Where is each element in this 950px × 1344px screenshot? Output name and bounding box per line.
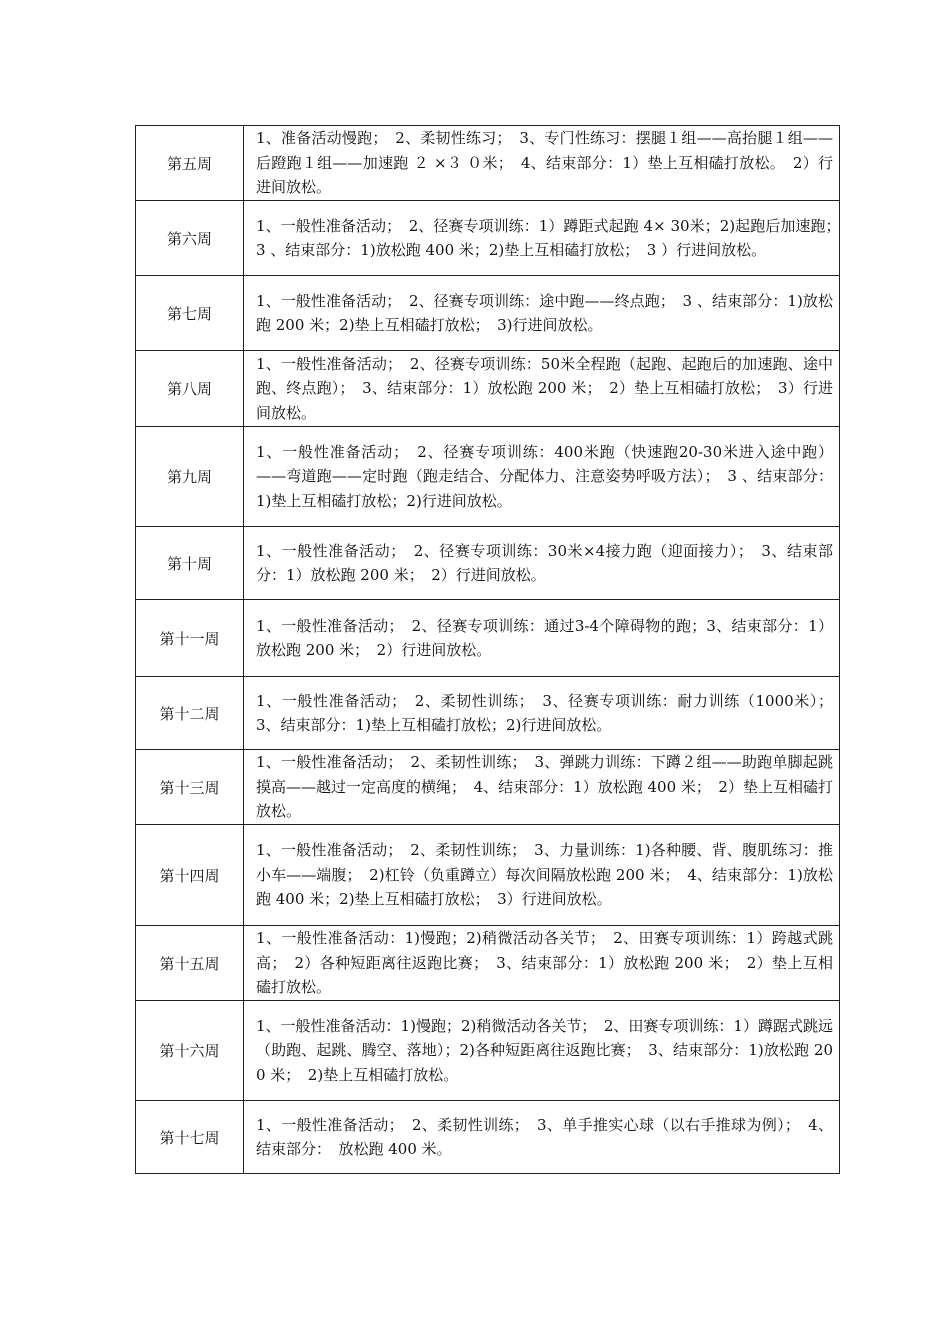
table-row [136,527,840,600]
week-content: 1、一般性准备活动； 2、径赛专项训练：1）蹲距式起跑 4× 30米；2)起跑后加速跑； 3 、结束部分：1)放松跑 400 米；2)垫上互相磕打放松； 3 ）行进间放松。 [244,201,840,276]
week-content: 1、一般性准备活动； 2、柔韧性训练； 3、径赛专项训练：耐力训练（1000米）；3、结束部分：1)垫上互相磕打放松；2)行进间放松。 [244,677,840,750]
week-label: 第八周 [136,351,244,427]
table-row [136,677,840,750]
week-content: 1、一般性准备活动； 2、径赛专项训练：途中跑——终点跑； 3 、结束部分：1)放松跑 200 米；2)垫上互相磕打放松； 3)行进间放松。 [244,276,840,351]
table-row [136,926,840,1001]
table-row [136,427,840,527]
week-label: 第七周 [136,276,244,351]
week-content: 1、一般性准备活动：1)慢跑；2)稍微活动各关节； 2、田赛专项训练：1）蹲踞式跳远（助跑、起跳、腾空、落地）；2)各种短距离往返跑比赛； 3、结束部分：1)放松跑 200 米； 2)垫上互相磕打放松。 [244,1001,840,1101]
table-row [136,276,840,351]
week-label: 第十三周 [136,750,244,825]
table-row [136,825,840,926]
week-label: 第十二周 [136,677,244,750]
week-content: 1、一般性准备活动； 2、径赛专项训练：400米跑（快速跑20-30米进入途中跑）——弯道跑——定时跑（跑走结合、分配体力、注意姿势呼吸方法）； 3 、结束部分：1)垫上互相磕打放松；2)行进间放松。 [244,427,840,527]
week-label: 第六周 [136,201,244,276]
week-label: 第十四周 [136,825,244,926]
table-row [136,201,840,276]
table-row [136,1101,840,1174]
week-label: 第十七周 [136,1101,244,1174]
week-content: 1、一般性准备活动； 2、柔韧性训练； 3、力量训练：1)各种腰、背、腹肌练习：推小车——端腹； 2)杠铃（负重蹲立）每次间隔放松跑 200 米； 4、结束部分：1)放松跑 400 米；2)垫上互相磕打放松； 3）行进间放松。 [244,825,840,926]
week-content: 1、一般性准备活动； 2、径赛专项训练：通过3-4个障碍物的跑；3、结束部分：1）放松跑 200 米； 2）行进间放松。 [244,600,840,677]
week-label: 第九周 [136,427,244,527]
table-row [136,126,840,201]
week-content: 1、一般性准备活动：1)慢跑；2)稍微活动各关节； 2、田赛专项训练：1）跨越式跳高； 2）各种短距离往返跑比赛； 3、结束部分：1）放松跑 200 米； 2）垫上互相磕打放松。 [244,926,840,1001]
week-content: 1、一般性准备活动； 2、径赛专项训练：50米全程跑（起跑、起跑后的加速跑、途中跑、终点跑）； 3、结束部分：1）放松跑 200 米； 2）垫上互相磕打放松； 3）行进间放松。 [244,351,840,427]
week-content: 1、一般性准备活动； 2、柔韧性训练； 3、单手推实心球（以右手推球为例）； 4、结束部分： 放松跑 400 米。 [244,1101,840,1174]
week-label: 第十一周 [136,600,244,677]
table-row [136,750,840,825]
week-content: 1、一般性准备活动； 2、柔韧性训练； 3、弹跳力训练：下蹲２组——助跑单脚起跳摸高——越过一定高度的横绳； 4、结束部分：1）放松跑 400 米； 2）垫上互相磕打放松。 [244,750,840,825]
week-label: 第十五周 [136,926,244,1001]
table-row [136,600,840,677]
table-row [136,1001,840,1101]
week-label: 第十六周 [136,1001,244,1101]
week-content: 1、准备活动慢跑； 2、柔韧性练习； 3、专门性练习：摆腿１组——高抬腿１组——后蹬跑１组——加速跑 ２ ×３ ０米； 4、结束部分：1）垫上互相磕打放松。 2）行进间放松。 [244,126,840,201]
table-row [136,351,840,427]
training-plan-table [135,125,849,1174]
week-content: 1、一般性准备活动； 2、径赛专项训练：30米×4接力跑（迎面接力）； 3、结束部分：1）放松跑 200 米； 2）行进间放松。 [244,527,840,600]
week-label: 第十周 [136,527,244,600]
week-label: 第五周 [136,126,244,201]
